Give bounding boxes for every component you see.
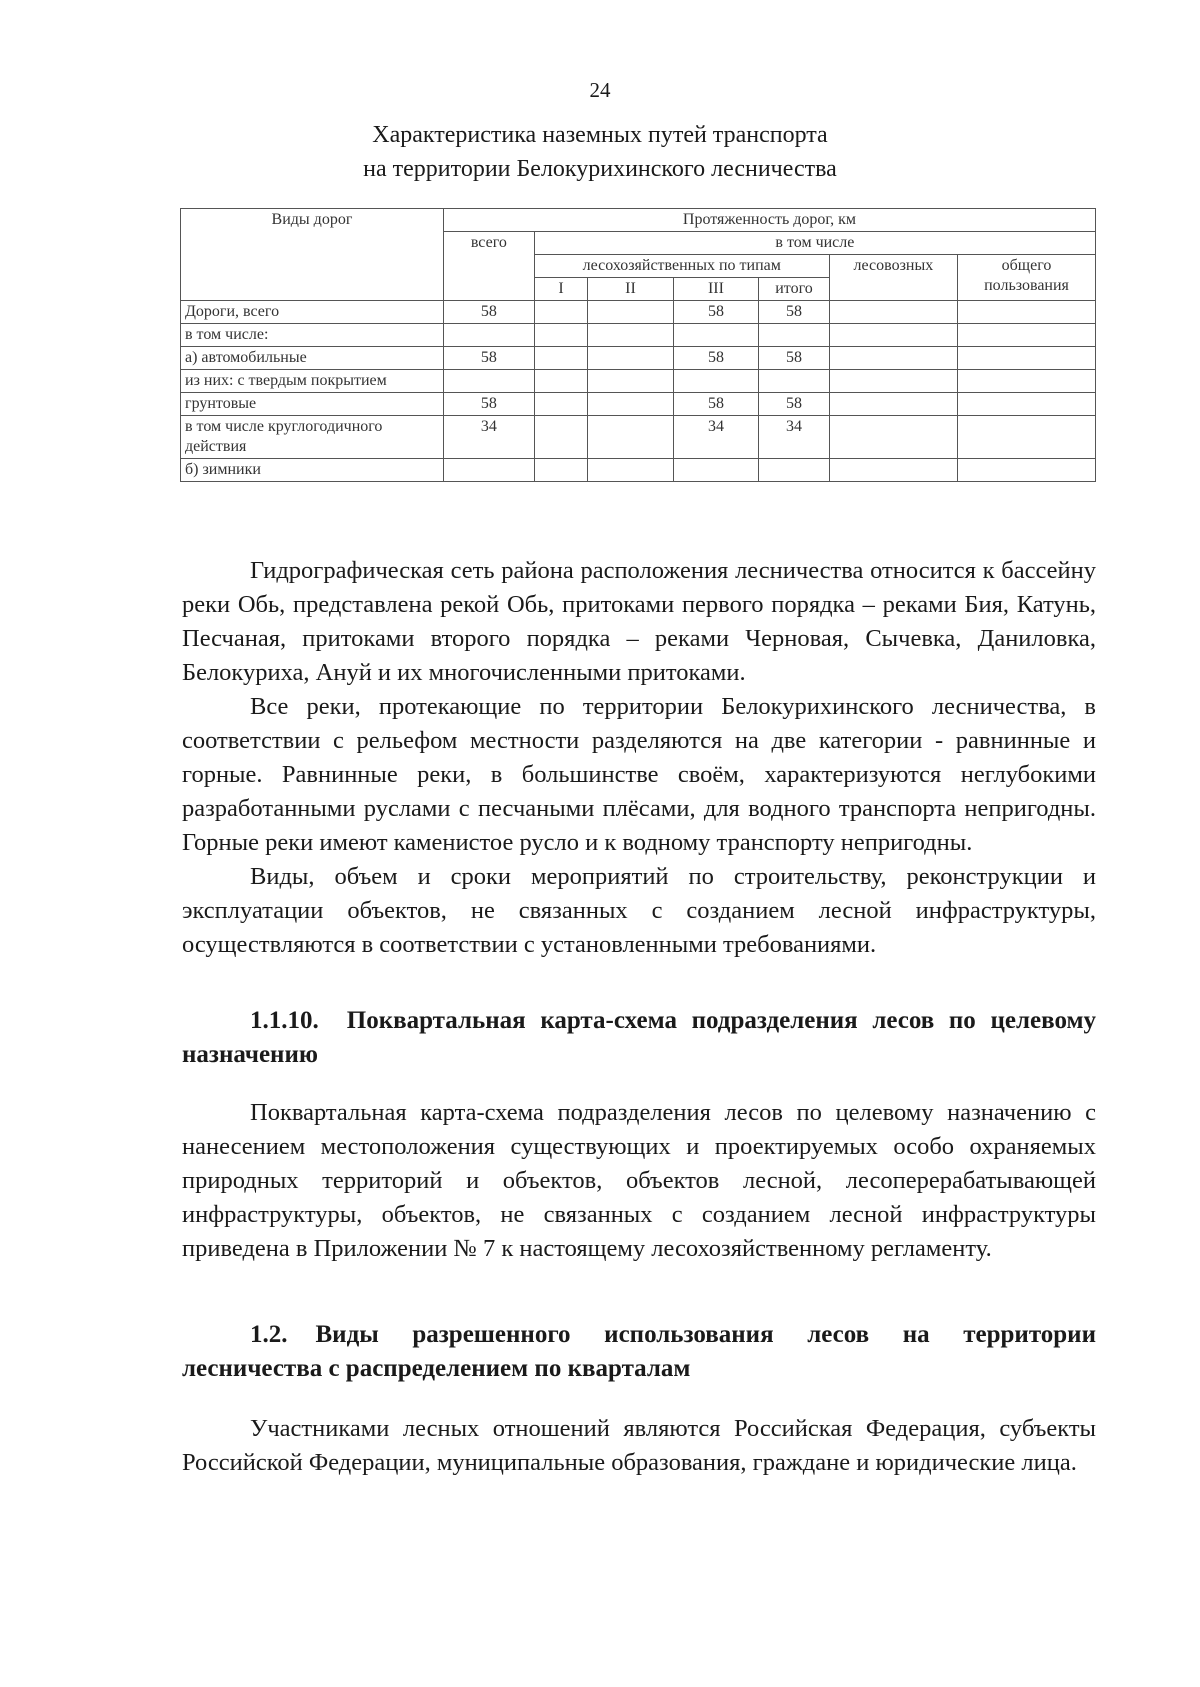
header-length: Протяженность дорог, км <box>443 209 1095 232</box>
section-title: Виды разрешенного использования лесов на территории лесничества с распределением по кварталам <box>182 1321 1096 1382</box>
header-road-types: Виды дорог <box>181 209 444 301</box>
section-title: Поквартальная карта-схема подразделения лесов по целевому назначению <box>182 1007 1096 1068</box>
cell-subtotal: 58 <box>759 393 830 416</box>
cell-total <box>443 459 534 482</box>
table-row <box>181 393 1096 416</box>
table-title-line-1: Характеристика наземных путей транспорта <box>372 122 828 148</box>
header-type-1: I <box>534 278 587 301</box>
cell-total: 58 <box>443 347 534 370</box>
table-row <box>181 324 1096 347</box>
cell-type-3: 58 <box>673 393 759 416</box>
cell-subtotal: 58 <box>759 347 830 370</box>
table-title <box>0 118 1200 186</box>
cell-logging <box>829 459 957 482</box>
table-row <box>181 416 1096 459</box>
cell-type-1 <box>534 416 587 459</box>
cell-total: 34 <box>443 416 534 459</box>
header-forestry-by-type: лесохозяйственных по типам <box>534 255 829 278</box>
cell-type-3: 58 <box>673 347 759 370</box>
paragraph-hydrography: Гидрографическая сеть района расположения лесничества относится к бассейну реки Обь, представлена рекой Обь, притоками первого порядка – реками Бия, Катунь, Песчаная, притоками второго порядка – реками Черновая, Сычевка, Даниловка, Белокуриха, Ануй и их многочисленными притоками. <box>182 557 1096 686</box>
body-text-block-2 <box>182 1096 1096 1266</box>
table-row <box>181 301 1096 324</box>
cell-subtotal <box>759 324 830 347</box>
table-title-line-2: на территории Белокурихинского лесничества <box>363 156 837 182</box>
row-label: Дороги, всего <box>181 301 444 324</box>
cell-logging <box>829 347 957 370</box>
cell-type-1 <box>534 301 587 324</box>
body-text-block-3 <box>182 1412 1096 1480</box>
cell-type-3 <box>673 324 759 347</box>
cell-public <box>958 347 1096 370</box>
paragraph-objects: Виды, объем и сроки мероприятий по строительству, реконструкции и эксплуатации объектов, не связанных с созданием лесной инфраструктуры, осуществляются в соответствии с установленными требованиями. <box>182 863 1096 958</box>
cell-type-2 <box>588 416 674 459</box>
row-label: а) автомобильные <box>181 347 444 370</box>
paragraph-rivers: Все реки, протекающие по территории Белокурихинского лесничества, в соответствии с рельефом местности разделяются на две категории - равнинные и горные. Равнинные реки, в большинстве своём, характеризуются неглубокими разработанными руслами с песчаными плёсами, для водного транспорта непригодны. Горные реки имеют каменистое русло и к водному транспорту непригодны. <box>182 693 1096 856</box>
cell-total <box>443 324 534 347</box>
row-label: в том числе круглогодичного действия <box>181 416 444 459</box>
cell-public <box>958 370 1096 393</box>
header-total: всего <box>443 232 534 301</box>
cell-type-3 <box>673 459 759 482</box>
row-label: в том числе: <box>181 324 444 347</box>
row-label: б) зимники <box>181 459 444 482</box>
cell-subtotal: 34 <box>759 416 830 459</box>
cell-type-2 <box>588 393 674 416</box>
roads-table <box>180 208 1096 482</box>
table-row <box>181 347 1096 370</box>
cell-public <box>958 416 1096 459</box>
cell-logging <box>829 416 957 459</box>
cell-total <box>443 370 534 393</box>
section-heading-1-1-10 <box>182 1004 1096 1072</box>
cell-public <box>958 324 1096 347</box>
cell-type-1 <box>534 370 587 393</box>
cell-type-2 <box>588 301 674 324</box>
table-row <box>181 370 1096 393</box>
section-number: 1.2. <box>250 1321 288 1348</box>
cell-subtotal: 58 <box>759 301 830 324</box>
section-number: 1.1.10. <box>250 1007 319 1034</box>
cell-total: 58 <box>443 301 534 324</box>
cell-logging <box>829 301 957 324</box>
cell-total: 58 <box>443 393 534 416</box>
header-including: в том числе <box>534 232 1095 255</box>
body-text-block-1 <box>182 554 1096 962</box>
cell-subtotal <box>759 459 830 482</box>
cell-type-1 <box>534 324 587 347</box>
row-label: из них: с твердым покрытием <box>181 370 444 393</box>
paragraph-map-scheme: Поквартальная карта-схема подразделения лесов по целевому назначению с нанесением местоположения существующих и проектируемых особо охраняемых природных территорий и объектов, объектов лесной, лесоперерабатывающей инфраструктуры, объектов, не связанных с созданием лесной инфраструктуры приведена в Приложении № 7 к настоящему лесохозяйственному регламенту. <box>182 1099 1096 1262</box>
cell-type-1 <box>534 347 587 370</box>
cell-subtotal <box>759 370 830 393</box>
header-subtotal: итого <box>759 278 830 301</box>
cell-type-2 <box>588 324 674 347</box>
cell-type-3: 34 <box>673 416 759 459</box>
cell-type-2 <box>588 370 674 393</box>
cell-type-2 <box>588 347 674 370</box>
section-heading-1-2 <box>182 1318 1096 1386</box>
header-type-3: III <box>673 278 759 301</box>
table-row <box>181 459 1096 482</box>
header-logging: лесовозных <box>829 255 957 301</box>
cell-type-3: 58 <box>673 301 759 324</box>
cell-type-3 <box>673 370 759 393</box>
cell-type-1 <box>534 393 587 416</box>
cell-type-1 <box>534 459 587 482</box>
paragraph-participants: Участниками лесных отношений являются Российская Федерация, субъекты Российской Федерации, муниципальные образования, граждане и юридические лица. <box>182 1415 1096 1476</box>
cell-logging <box>829 324 957 347</box>
cell-logging <box>829 393 957 416</box>
cell-type-2 <box>588 459 674 482</box>
header-public: общего пользования <box>958 255 1096 301</box>
row-label: грунтовые <box>181 393 444 416</box>
page-number: 24 <box>589 78 611 102</box>
cell-public <box>958 393 1096 416</box>
cell-logging <box>829 370 957 393</box>
cell-public <box>958 459 1096 482</box>
cell-public <box>958 301 1096 324</box>
header-type-2: II <box>588 278 674 301</box>
